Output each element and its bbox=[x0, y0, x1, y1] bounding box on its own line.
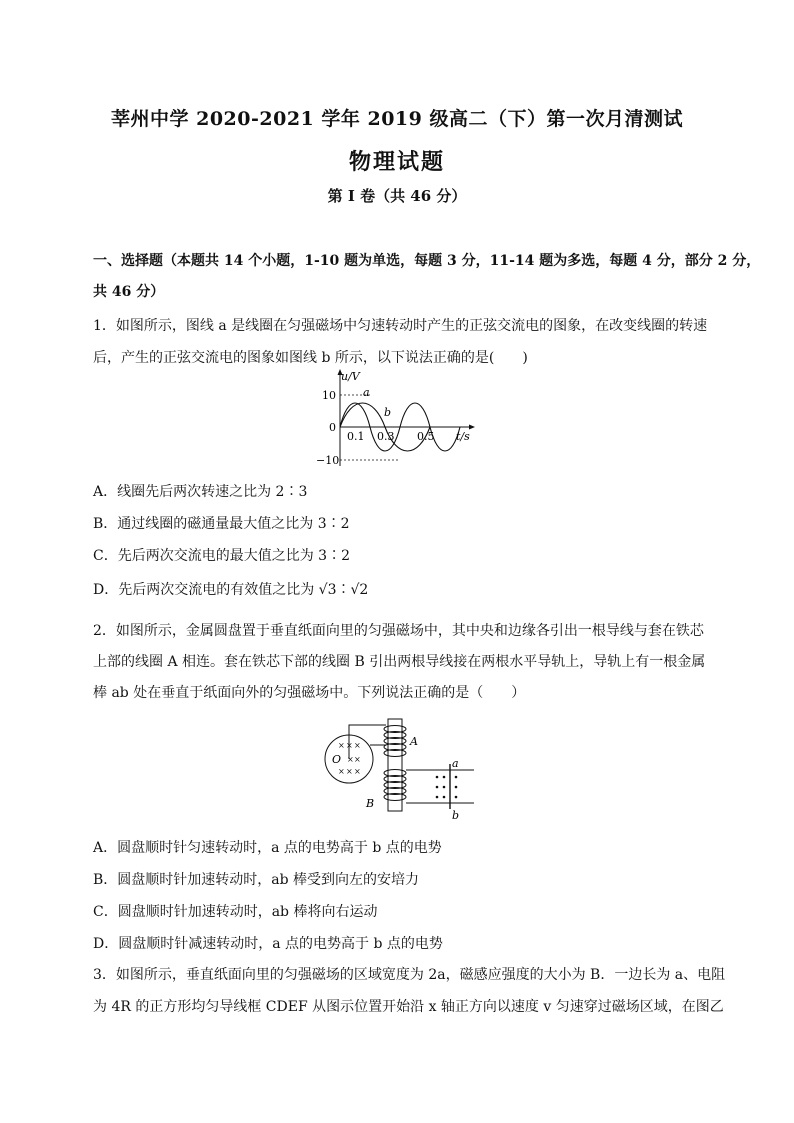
q2-circuit-figure bbox=[316, 715, 486, 823]
exam-school-title: 莘州中学 2020-2021 学年 2019 级高二（下）第一次月清测试 bbox=[111, 108, 683, 130]
svg-text:×: × bbox=[338, 767, 345, 776]
q2-option-a: A．圆盘顺时针匀速转动时，a 点的电势高于 b 点的电势 bbox=[93, 840, 442, 856]
svg-text:×: × bbox=[338, 741, 345, 750]
q2-option-b: B．圆盘顺时针加速转动时，ab 棒受到向左的安培力 bbox=[93, 872, 420, 888]
y-tick-neg10: −10 bbox=[316, 454, 340, 467]
section-heading-line1: 一、选择题（本题共 14 个小题，1-10 题为单选，每题 3 分，11-14 题为多选，每题 4 分，部分 2 分， bbox=[93, 253, 761, 269]
q2-stem-line3: 棒 ab 处在垂直于纸面向外的匀强磁场中。下列说法正确的是（ ） bbox=[93, 685, 526, 701]
rail-field-dots bbox=[436, 776, 458, 799]
exam-subject-title: 物理试题 bbox=[348, 149, 445, 175]
y-axis-label: u/V bbox=[341, 370, 360, 383]
label-O: O bbox=[332, 753, 342, 766]
label-b: b bbox=[452, 809, 460, 822]
q1-option-a: A．线圈先后两次转速之比为 2∶3 bbox=[93, 484, 308, 500]
q1-option-c: C．先后两次交流电的最大值之比为 3∶2 bbox=[93, 548, 350, 564]
q2-option-d: D．圆盘顺时针减速转动时，a 点的电势高于 b 点的电势 bbox=[93, 936, 443, 952]
curve-b-label: b bbox=[384, 406, 392, 419]
svg-text:×: × bbox=[354, 741, 361, 750]
q1-stem-line2: 后，产生的正弦交流电的图象如图线 b 所示，以下说法正确的是( ) bbox=[93, 350, 528, 366]
label-A: A bbox=[410, 735, 418, 748]
label-a: a bbox=[452, 757, 459, 770]
curve-a-label: a bbox=[363, 386, 370, 399]
svg-text:×: × bbox=[354, 755, 361, 764]
q3-stem-line2: 为 4R 的正方形均匀导线框 CDEF 从图示位置开始沿 x 轴正方向以速度 v 匀速穿过磁场区域，在图乙 bbox=[93, 999, 724, 1015]
svg-text:×: × bbox=[346, 741, 353, 750]
q2-option-c: C．圆盘顺时针加速转动时，ab 棒将向右运动 bbox=[93, 904, 378, 920]
q1-option-b: B．通过线圈的磁通量最大值之比为 3∶2 bbox=[93, 516, 350, 532]
section-heading-line2: 共 46 分） bbox=[93, 284, 165, 300]
y-tick-0: 0 bbox=[329, 421, 336, 434]
svg-text:×: × bbox=[346, 767, 353, 776]
q1-sine-graph bbox=[310, 366, 480, 472]
x-axis-label: t/s bbox=[456, 430, 470, 443]
x-tick-01: 0.1 bbox=[347, 430, 365, 443]
x-tick-03: 0.3 bbox=[377, 430, 395, 443]
q2-stem-line1: 2．如图所示，金属圆盘置于垂直纸面向里的匀强磁场中，其中央和边缘各引出一根导线与套在铁芯 bbox=[93, 623, 704, 639]
q3-stem-line1: 3．如图所示，垂直纸面向里的匀强磁场的区域宽度为 2a，磁感应强度的大小为 B．一边长为 a、电阻 bbox=[93, 967, 726, 983]
exam-volume-title: 第 I 卷（共 46 分） bbox=[327, 187, 467, 205]
y-tick-10: 10 bbox=[322, 389, 336, 402]
label-B: B bbox=[366, 797, 375, 810]
x-axis-arrow-icon bbox=[469, 425, 475, 430]
q2-stem-line2: 上部的线圈 A 相连。套在铁芯下部的线圈 B 引出两根导线接在两根水平导轨上，导轨上有一根金属 bbox=[93, 654, 706, 670]
coil-B bbox=[384, 770, 406, 801]
svg-text:×: × bbox=[354, 767, 361, 776]
x-tick-05: 0.5 bbox=[417, 430, 435, 443]
q1-option-d: D．先后两次交流电的有效值之比为 √3∶√2 bbox=[93, 582, 369, 598]
coil-A bbox=[384, 726, 406, 757]
q1-stem-line1: 1．如图所示，图线 a 是线圈在匀强磁场中匀速转动时产生的正弦交流电的图象，在改变线圈的转速 bbox=[93, 318, 708, 334]
svg-text:×: × bbox=[347, 755, 354, 764]
